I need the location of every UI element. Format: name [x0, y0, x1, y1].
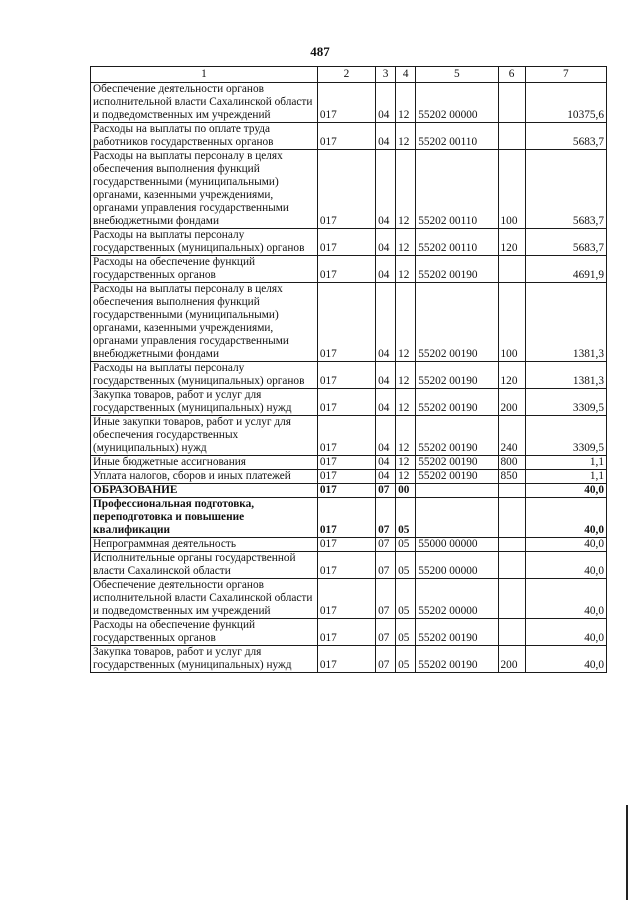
row-name: Закупка товаров, работ и услуг для государственных (муниципальных) нужд: [91, 389, 318, 416]
row-expense-type-code: [498, 538, 525, 552]
row-target-code: 55202 00110: [416, 229, 498, 256]
table-row: [91, 498, 607, 538]
table-row: [91, 619, 607, 646]
table-row: [91, 552, 607, 579]
row-amount: 40,0: [525, 538, 606, 552]
row-expense-type-code: 120: [498, 362, 525, 389]
row-section-code: 07: [376, 646, 396, 673]
row-target-code: 55202 00190: [416, 416, 498, 456]
row-target-code: 55202 00110: [416, 123, 498, 150]
row-ved-code: 017: [317, 646, 375, 673]
row-ved-code: 017: [317, 470, 375, 484]
row-name: Расходы на выплаты персоналу государственных (муниципальных) органов: [91, 362, 318, 389]
header-col-1: 1: [91, 67, 318, 83]
row-name: Иные закупки товаров, работ и услуг для обеспечения государственных (муниципальных) нужд: [91, 416, 318, 456]
row-section-code: 04: [376, 389, 396, 416]
row-name: Расходы на выплаты персоналу в целях обеспечения выполнения функций государственными (муниципальными) органами, казенными учреждениями, органами управления государственными внебюджетными фондами: [91, 283, 318, 362]
row-expense-type-code: [498, 579, 525, 619]
row-section-code: 04: [376, 283, 396, 362]
row-amount: 40,0: [525, 552, 606, 579]
row-section-code: 07: [376, 484, 396, 498]
row-ved-code: 017: [317, 83, 375, 123]
row-name: Расходы на выплаты персоналу в целях обеспечения выполнения функций государственными (муниципальными) органами, казенными учреждениями, органами управления государственными внебюджетными фондами: [91, 150, 318, 229]
header-col-3: 3: [376, 67, 396, 83]
row-target-code: 55202 00190: [416, 256, 498, 283]
row-section-code: 07: [376, 498, 396, 538]
row-target-code: 55202 00190: [416, 619, 498, 646]
row-ved-code: 017: [317, 229, 375, 256]
row-target-code: 55202 00190: [416, 362, 498, 389]
row-expense-type-code: 200: [498, 389, 525, 416]
table-row: [91, 229, 607, 256]
row-ved-code: 017: [317, 484, 375, 498]
row-name: Уплата налогов, сборов и иных платежей: [91, 470, 318, 484]
table-body: [91, 83, 607, 673]
row-ved-code: 017: [317, 256, 375, 283]
row-ved-code: 017: [317, 283, 375, 362]
row-name: Расходы на выплаты персоналу государственных (муниципальных) органов: [91, 229, 318, 256]
row-target-code: 55202 00190: [416, 389, 498, 416]
table-row: [91, 389, 607, 416]
row-subsection-code: 12: [396, 256, 416, 283]
row-subsection-code: 12: [396, 150, 416, 229]
row-section-code: 04: [376, 123, 396, 150]
row-subsection-code: 05: [396, 579, 416, 619]
row-amount: 1381,3: [525, 283, 606, 362]
table-row: [91, 416, 607, 456]
row-subsection-code: 12: [396, 283, 416, 362]
row-amount: 4691,9: [525, 256, 606, 283]
row-amount: 1381,3: [525, 362, 606, 389]
row-target-code: 55200 00000: [416, 552, 498, 579]
row-subsection-code: 05: [396, 619, 416, 646]
row-amount: 3309,5: [525, 416, 606, 456]
scan-edge-mark: [626, 805, 628, 900]
row-expense-type-code: 850: [498, 470, 525, 484]
row-expense-type-code: [498, 256, 525, 283]
row-ved-code: 017: [317, 498, 375, 538]
row-ved-code: 017: [317, 619, 375, 646]
header-col-5: 5: [416, 67, 498, 83]
row-subsection-code: 12: [396, 83, 416, 123]
row-section-code: 04: [376, 416, 396, 456]
row-name: Иные бюджетные ассигнования: [91, 456, 318, 470]
row-target-code: [416, 498, 498, 538]
table-row: [91, 456, 607, 470]
row-name: Обеспечение деятельности органов исполнительной власти Сахалинской области и подведомственных им учреждений: [91, 579, 318, 619]
row-expense-type-code: [498, 498, 525, 538]
row-subsection-code: 05: [396, 498, 416, 538]
table-row: [91, 646, 607, 673]
row-amount: 40,0: [525, 619, 606, 646]
row-expense-type-code: [498, 83, 525, 123]
row-target-code: 55202 00000: [416, 83, 498, 123]
row-target-code: 55202 00000: [416, 579, 498, 619]
row-subsection-code: 12: [396, 362, 416, 389]
row-name: Обеспечение деятельности органов исполнительной власти Сахалинской области и подведомственных им учреждений: [91, 83, 318, 123]
row-amount: 40,0: [525, 646, 606, 673]
page-number: 487: [310, 44, 330, 59]
row-expense-type-code: 240: [498, 416, 525, 456]
table-row: [91, 484, 607, 498]
row-ved-code: 017: [317, 123, 375, 150]
table-row: [91, 538, 607, 552]
row-section-code: 04: [376, 256, 396, 283]
row-name: Исполнительные органы государственной власти Сахалинской области: [91, 552, 318, 579]
row-ved-code: 017: [317, 538, 375, 552]
row-section-code: 04: [376, 229, 396, 256]
row-expense-type-code: 100: [498, 283, 525, 362]
row-target-code: 55202 00190: [416, 646, 498, 673]
table-row: [91, 150, 607, 229]
row-name: ОБРАЗОВАНИЕ: [91, 484, 318, 498]
row-ved-code: 017: [317, 579, 375, 619]
row-ved-code: 017: [317, 362, 375, 389]
row-ved-code: 017: [317, 456, 375, 470]
header-row: [91, 67, 607, 83]
header-col-2: 2: [317, 67, 375, 83]
row-subsection-code: 12: [396, 123, 416, 150]
table-row: [91, 470, 607, 484]
row-expense-type-code: [498, 619, 525, 646]
row-target-code: 55202 00110: [416, 150, 498, 229]
header-col-4: 4: [396, 67, 416, 83]
row-subsection-code: 00: [396, 484, 416, 498]
row-ved-code: 017: [317, 552, 375, 579]
row-amount: 3309,5: [525, 389, 606, 416]
row-section-code: 04: [376, 83, 396, 123]
row-name: Расходы на обеспечение функций государственных органов: [91, 256, 318, 283]
table-row: [91, 123, 607, 150]
row-section-code: 04: [376, 362, 396, 389]
row-expense-type-code: [498, 484, 525, 498]
row-amount: 5683,7: [525, 150, 606, 229]
row-amount: 5683,7: [525, 123, 606, 150]
row-section-code: 04: [376, 470, 396, 484]
row-subsection-code: 05: [396, 646, 416, 673]
row-target-code: [416, 484, 498, 498]
row-expense-type-code: 100: [498, 150, 525, 229]
row-amount: 1,1: [525, 470, 606, 484]
row-ved-code: 017: [317, 416, 375, 456]
row-amount: 1,1: [525, 456, 606, 470]
row-section-code: 04: [376, 456, 396, 470]
row-section-code: 07: [376, 579, 396, 619]
row-target-code: 55000 00000: [416, 538, 498, 552]
row-amount: 5683,7: [525, 229, 606, 256]
row-expense-type-code: 120: [498, 229, 525, 256]
row-section-code: 07: [376, 538, 396, 552]
table-row: [91, 83, 607, 123]
row-amount: 40,0: [525, 498, 606, 538]
row-amount: 40,0: [525, 484, 606, 498]
row-name: Закупка товаров, работ и услуг для государственных (муниципальных) нужд: [91, 646, 318, 673]
budget-table: [90, 66, 607, 673]
row-target-code: 55202 00190: [416, 456, 498, 470]
row-expense-type-code: 800: [498, 456, 525, 470]
row-subsection-code: 12: [396, 470, 416, 484]
row-subsection-code: 05: [396, 538, 416, 552]
row-expense-type-code: [498, 552, 525, 579]
row-subsection-code: 12: [396, 456, 416, 470]
row-section-code: 07: [376, 552, 396, 579]
header-col-7: 7: [525, 67, 606, 83]
row-amount: 40,0: [525, 579, 606, 619]
header-col-6: 6: [498, 67, 525, 83]
table-header: [91, 67, 607, 83]
row-name: Непрограммная деятельность: [91, 538, 318, 552]
row-subsection-code: 05: [396, 552, 416, 579]
table-row: [91, 362, 607, 389]
table-row: [91, 579, 607, 619]
table-row: [91, 256, 607, 283]
row-subsection-code: 12: [396, 416, 416, 456]
row-subsection-code: 12: [396, 389, 416, 416]
row-expense-type-code: 200: [498, 646, 525, 673]
row-section-code: 04: [376, 150, 396, 229]
row-amount: 10375,6: [525, 83, 606, 123]
table-row: [91, 283, 607, 362]
row-name: Расходы на выплаты по оплате труда работников государственных органов: [91, 123, 318, 150]
row-expense-type-code: [498, 123, 525, 150]
row-ved-code: 017: [317, 150, 375, 229]
row-name: Профессиональная подготовка, переподготовка и повышение квалификации: [91, 498, 318, 538]
row-name: Расходы на обеспечение функций государственных органов: [91, 619, 318, 646]
row-target-code: 55202 00190: [416, 283, 498, 362]
row-subsection-code: 12: [396, 229, 416, 256]
row-section-code: 07: [376, 619, 396, 646]
row-target-code: 55202 00190: [416, 470, 498, 484]
row-ved-code: 017: [317, 389, 375, 416]
